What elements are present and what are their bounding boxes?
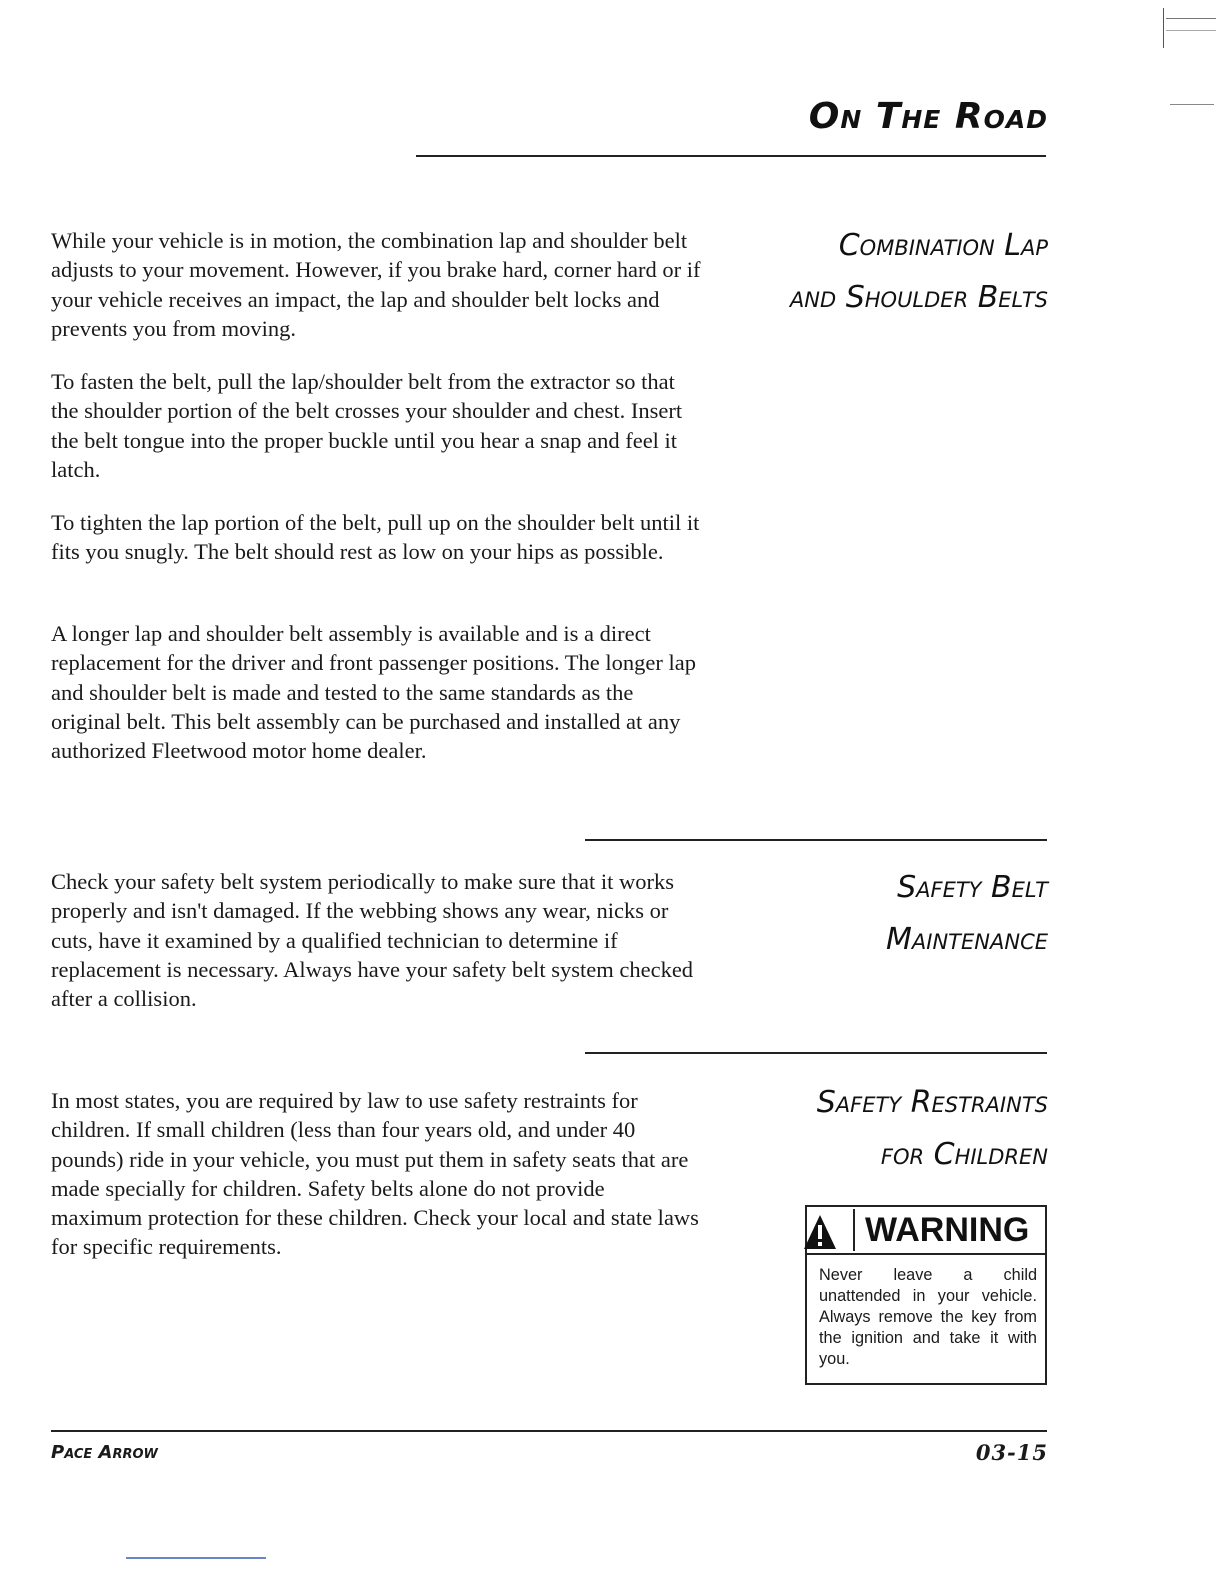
heading-line: Combination Lap (838, 228, 1048, 263)
section-divider (585, 1052, 1047, 1054)
footer-title: Pace Arrow (51, 1442, 158, 1463)
paragraph: To fasten the belt, pull the lap/shoulder belt from the extractor so that the shoulder portion of the belt crosses your shoulder and chest. Insert the belt tongue into the proper buckle until you hear a snap and feel it latch. (51, 369, 683, 482)
heading-line: and Shoulder Belts (789, 280, 1048, 315)
section-divider (585, 839, 1047, 841)
paragraph: In most states, you are required by law to use safety restraints for children. If small children (less than four years old, and under 40 pounds) ride in your vehicle, you must put them in safety seats that are made specially for children. Safety belts alone do not provide maximum protection for these children. Check your local and state laws for specific requirements. (51, 1088, 699, 1260)
warning-triangle-icon (803, 1213, 837, 1251)
section-heading (688, 862, 1048, 966)
header-divider (416, 155, 1046, 157)
footer-divider (51, 1430, 1047, 1432)
page-number: 03-15 (975, 1440, 1048, 1465)
heading-line: Maintenance (886, 922, 1048, 957)
heading-line: Safety Belt (897, 870, 1048, 905)
warning-label: WARNING (853, 1209, 1029, 1251)
paragraph: While your vehicle is in motion, the combination lap and shoulder belt adjusts to your movement. However, if you brake hard, corner hard or if your vehicle receives an impact, the lap and shoulder belt locks and prevents you from moving. (51, 228, 701, 341)
section-heading (688, 220, 1048, 324)
scan-artifact (1163, 8, 1164, 48)
paragraph: A longer lap and shoulder belt assembly is available and is a direct replacement for the driver and front passenger positions. The longer lap and shoulder belt is made and tested to the same standards as the original belt. This belt assembly can be purchased and installed at any authorized Fleetwood motor home dealer. (51, 621, 696, 764)
section-heading (688, 1077, 1048, 1181)
heading-line: for Children (880, 1137, 1048, 1172)
warning-text: Never leave a child unattended in your vehicle. Always remove the key from the ignition and take it with you. (819, 1266, 1037, 1368)
warning-header (807, 1207, 1045, 1255)
heading-line: Safety Restraints (816, 1085, 1048, 1120)
page-title: On The Road (808, 96, 1048, 137)
paragraph: To tighten the lap portion of the belt, pull up on the shoulder belt until it fits you snugly. The belt should rest as low on your hips as possible. (51, 510, 700, 565)
scan-artifact (1166, 18, 1216, 19)
scan-artifact (1170, 104, 1214, 105)
scan-artifact (1166, 30, 1216, 31)
paragraph: Check your safety belt system periodically to make sure that it works properly and isn't damaged. If the webbing shows any wear, nicks or cuts, have it examined by a qualified technician to determine if replacement is necessary. Always have your safety belt system checked after a collision. (51, 869, 694, 1012)
warning-box (805, 1205, 1047, 1385)
scan-artifact (126, 1557, 266, 1559)
